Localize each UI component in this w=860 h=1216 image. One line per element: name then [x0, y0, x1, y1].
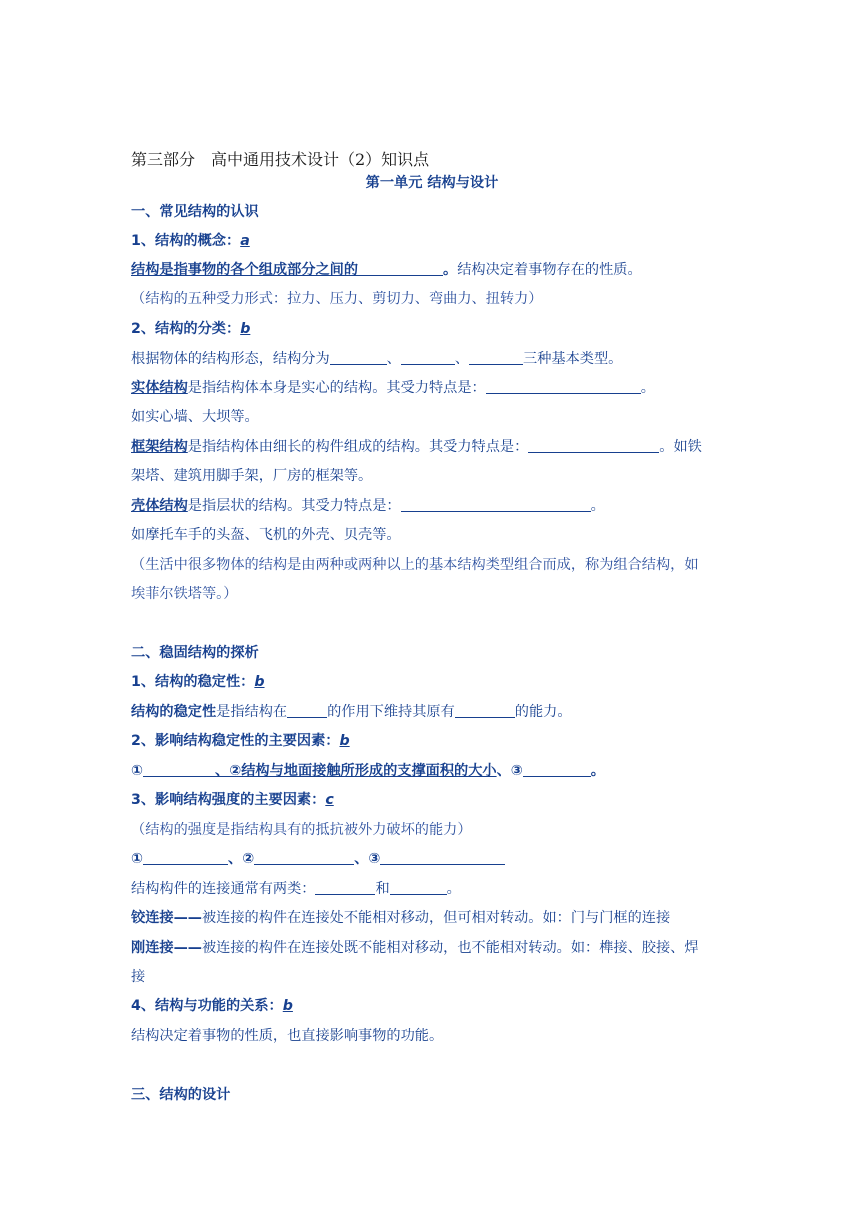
- fill-blank: [330, 350, 387, 365]
- stability-text-3: 的能力。: [514, 704, 572, 720]
- shell-structure-line: [131, 496, 605, 516]
- hinge-text: 被连接的构件在连接处不能相对移动，但可相对转动。如：门与门框的连接: [201, 910, 671, 926]
- fill-blank: [469, 350, 523, 365]
- factor-support-area: 、②结构与地面接触所形成的支撑面积的大小: [215, 763, 497, 779]
- frame-text-end: 。如铁: [659, 439, 702, 455]
- concept-definition: 结构是指事物的各个组成部分之间的: [131, 262, 359, 278]
- section-1-heading: 一、常见结构的认识: [131, 204, 259, 220]
- rigid-connection-line: [131, 938, 699, 958]
- circle-3: 、③: [496, 763, 523, 779]
- period: 。: [640, 380, 655, 396]
- rigid-text: 被连接的构件在连接处既不能相对移动，也不能相对转动。如：榫接、胶接、焊: [201, 940, 699, 956]
- fill-blank: [143, 850, 228, 865]
- separator: 、: [454, 351, 470, 367]
- stability-factors-line: [131, 761, 605, 781]
- structure-function-text: 结构决定着事物的性质，也直接影响事物的功能。: [131, 1028, 444, 1044]
- fill-blank: [380, 850, 505, 865]
- solid-structure-line: [131, 378, 655, 398]
- frame-structure-line: [131, 437, 702, 457]
- level-badge: b: [254, 674, 265, 690]
- connection-types-line: [131, 879, 461, 899]
- period: 。: [590, 763, 605, 779]
- item-stability-factors: [131, 731, 350, 751]
- circle-2: 、②: [228, 851, 255, 867]
- types-text: 根据物体的结构形态，结构分为: [131, 351, 330, 367]
- solid-examples: 如实心墙、大坝等。: [131, 409, 259, 425]
- and-word: 和: [375, 881, 390, 897]
- frame-examples: 架塔、建筑用脚手架，厂房的框架等。: [131, 468, 373, 484]
- combo-note-line2: 埃菲尔铁塔等。）: [131, 586, 238, 602]
- shell-text: 是指层状的结构。其受力特点是：: [187, 498, 401, 514]
- frame-text: 是指结构体由细长的构件组成的结构。其受力特点是：: [187, 439, 529, 455]
- period: 。: [590, 498, 605, 514]
- level-badge: b: [282, 998, 293, 1014]
- item-stability: [131, 672, 265, 692]
- circle-1: ①: [131, 851, 144, 867]
- force-forms-note: （结构的五种受力形式：拉力、压力、剪切力、弯曲力、扭转力）: [131, 291, 543, 307]
- fill-blank: [315, 880, 375, 895]
- circle-1: ①: [131, 763, 144, 779]
- stability-text-2: 的作用下维持其原有: [327, 704, 455, 720]
- connection-text: 结构构件的连接通常有两类：: [131, 881, 316, 897]
- item-structure-concept: [131, 231, 250, 251]
- level-badge: a: [240, 233, 250, 249]
- term-rigid: 刚连接——: [131, 940, 202, 956]
- fill-blank: [528, 438, 659, 453]
- fill-blank: [254, 850, 354, 865]
- term-hinge: 铰连接——: [131, 910, 202, 926]
- unit-title: 第一单元 结构与设计: [365, 175, 499, 191]
- term-shell: 壳体结构: [131, 498, 188, 514]
- item-label: 1、结构的概念：: [131, 233, 241, 249]
- item-label: 4、结构与功能的关系：: [131, 998, 283, 1014]
- circle-3: 、③: [354, 851, 381, 867]
- concept-line: [131, 260, 642, 280]
- types-line: [131, 349, 622, 369]
- item-strength-factors: [131, 790, 334, 810]
- fill-blank: [358, 261, 443, 276]
- section-3-heading: 三、结构的设计: [131, 1087, 231, 1103]
- stability-text: 是指结构在: [216, 704, 288, 720]
- concept-text: 结构决定着事物存在的性质。: [457, 262, 642, 278]
- fill-blank: [455, 703, 515, 718]
- fill-blank: [401, 350, 455, 365]
- item-label: 2、结构的分类：: [131, 321, 241, 337]
- types-end: 三种基本类型。: [523, 351, 623, 367]
- fill-blank: [523, 762, 591, 777]
- combo-note-line1: （生活中很多物体的结构是由两种或两种以上的基本结构类型组合而成，称为组合结构，如: [131, 557, 699, 573]
- period: 。: [446, 881, 461, 897]
- period: 。: [443, 262, 458, 278]
- item-structure-types: [131, 319, 250, 339]
- separator: 、: [386, 351, 401, 367]
- fill-blank: [287, 703, 327, 718]
- fill-blank: [401, 497, 591, 512]
- level-badge: b: [339, 733, 350, 749]
- strength-factors-line: [131, 849, 505, 869]
- level-badge: c: [325, 792, 334, 808]
- item-structure-function: [131, 996, 293, 1016]
- shell-examples: 如摩托车手的头盔、飞机的外壳、贝壳等。: [131, 527, 401, 543]
- rigid-connection-line2: 接: [131, 969, 146, 985]
- term-solid: 实体结构: [131, 380, 188, 396]
- section-2-heading: 二、稳固结构的探析: [131, 645, 259, 661]
- fill-blank: [486, 379, 641, 394]
- document-title: 第三部分 高中通用技术设计（2）知识点: [131, 150, 430, 169]
- term-stability: 结构的稳定性: [131, 704, 217, 720]
- solid-text: 是指结构体本身是实心的结构。其受力特点是：: [187, 380, 486, 396]
- strength-note: （结构的强度是指结构具有的抵抗被外力破坏的能力）: [131, 822, 472, 838]
- hinge-connection-line: [131, 908, 670, 928]
- term-frame: 框架结构: [131, 439, 188, 455]
- fill-blank: [390, 880, 447, 895]
- stability-definition: [131, 702, 572, 722]
- fill-blank: [143, 762, 215, 777]
- item-label: 1、结构的稳定性：: [131, 674, 255, 690]
- item-label: 3、影响结构强度的主要因素：: [131, 792, 326, 808]
- level-badge: b: [240, 321, 251, 337]
- item-label: 2、影响结构稳定性的主要因素：: [131, 733, 340, 749]
